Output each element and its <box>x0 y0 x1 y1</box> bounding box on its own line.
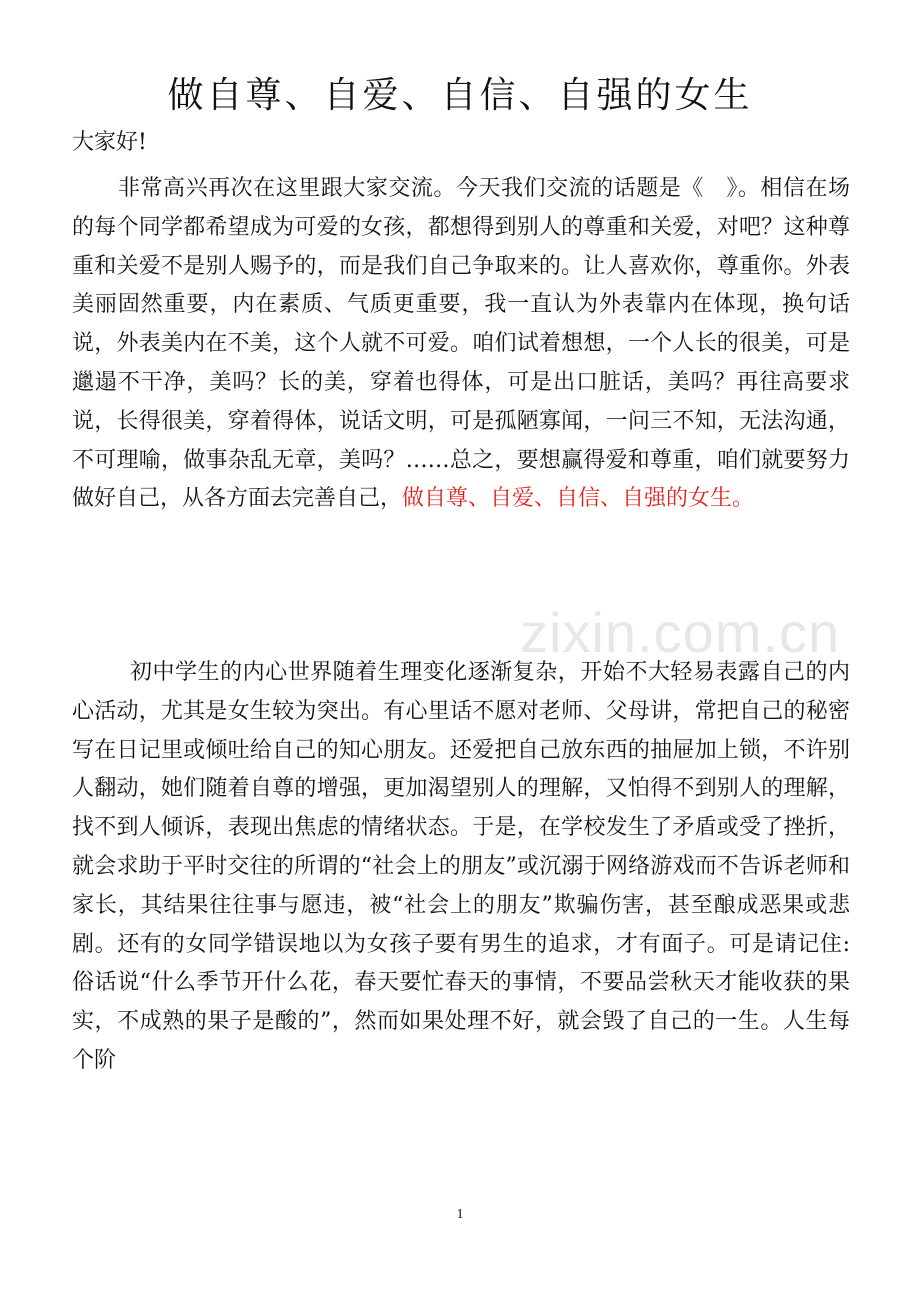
paragraph-2: 初中学生的内心世界随着生理变化逐渐复杂，开始不大轻易表露自己的内心活动，尤其是女生较为突出。有心里话不愿对老师、父母讲，常把自己的秘密写在日记里或倾吐给自己的知心朋友。还爱把自己放东西的抽屉加上锁，不许别人翻动，她们随着自尊的增强，更加渴望别人的理解，又怕得不到别人的理解，找不到人倾诉，表现出焦虑的情绪状态。于是，在学校发生了矛盾或受了挫折，就会求助于平时交往的所谓的“社会上的朋友”或沉溺于网络游戏而不告诉老师和家长，其结果往往事与愿违，被“社会上的朋友”欺骗伤害，甚至酿成恶果或悲剧。还有的女同学错误地以为女孩子要有男生的追求，才有面子。可是请记住: 俗话说“什么季节开什么花，春天要忙春天的事情，不要品尝秋天才能收获的果实，不成熟的果子是酸的”，然而如果处理不好，就会毁了自己的一生。人生每个阶 <box>72 660 850 1073</box>
watermark-text: zixin.com.cn <box>520 601 841 664</box>
paragraph-1-text: 非常高兴再次在这里跟大家交流。今天我们交流的话题是《 》。相信在场的每个同学都希望成为可爱的女孩，都想得到别人的尊重和关爱，对吧？这种尊重和关爱不是别人赐予的，而是我们自己争取来的。让人喜欢你，尊重你。外表美丽固然重要，内在素质、气质更重要，我一直认为外表靠内在体现，换句话说，外表美内在不美，这个人就不可爱。咱们试着想想，一个人长的很美，可是邋遢不干净，美吗？长的美，穿着也得体，可是出口脏话，美吗？再往高要求说，长得很美，穿着得体，说话文明，可是孤陋寡闻，一问三不知，无法沟通，不可理喻，做事杂乱无章，美吗？……总之，要想赢得爱和尊重，咱们就要努力做好自己，从各方面去完善自己， <box>72 176 850 512</box>
paragraph-1 <box>72 170 850 519</box>
paragraph-1-highlight: 做自尊、自爱、自信、自强的女生。 <box>402 486 755 512</box>
greeting-text: 大家好! <box>72 130 147 155</box>
document-title: 做自尊、自爱、自信、自强的女生 <box>167 75 753 116</box>
page-number: 1 <box>456 1207 464 1222</box>
